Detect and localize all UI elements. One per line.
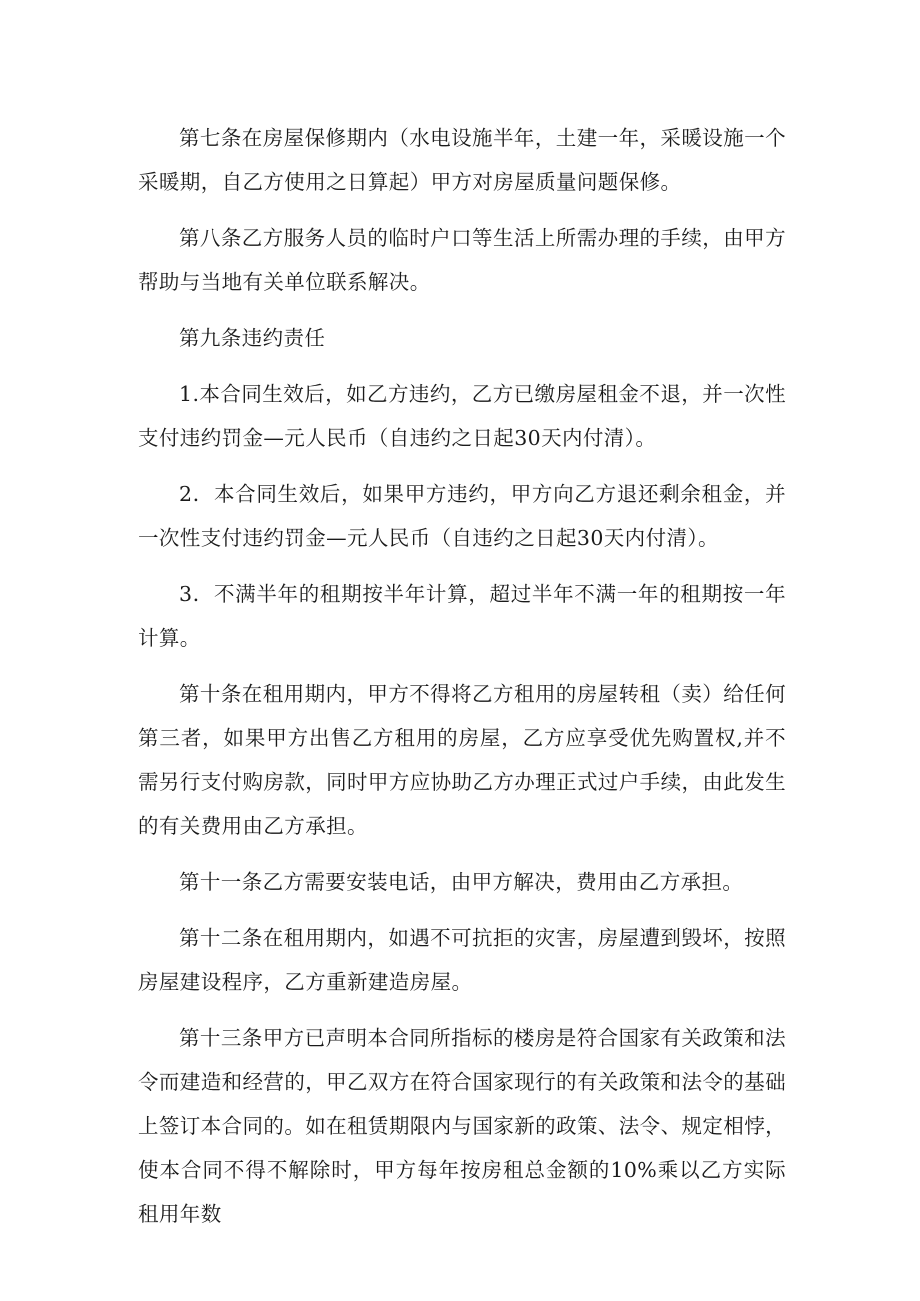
paragraph-article-9-heading: 第九条违约责任 [179,326,326,350]
paragraph-clause-3: 3．不满半年的租期按半年计算，超过半年不满一年的租期按一年计算。 [138,582,786,650]
paragraph-article-7: 第七条在房屋保修期内（水电设施半年，土建一年，采暖设施一个采暖期，自乙方使用之日算起）甲方对房屋质量问题保修。 [138,126,786,194]
paragraph-clause-2: 2．本合同生效后，如果甲方违约，甲方向乙方退还剩余租金，并一次性支付违约罚金—元人民币（自违约之日起30天内付清）。 [138,482,786,550]
paragraph-article-13: 第十三条甲方已声明本合同所指标的楼房是符合国家有关政策和法令而建造和经营的，甲乙双方在符合国家现行的有关政策和法令的基础上签订本合同的。如在租赁期限内与国家新的政策、法令、规定相悖，使本合同不得不解除时，甲方每年按房租总金额的10%乘以乙方实际租用年数 [138,1026,786,1226]
document-body [138,116,786,1248]
paragraph-article-11: 第十一条乙方需要安装电话，由甲方解决，费用由乙方承担。 [179,870,744,894]
paragraph-article-8: 第八条乙方服务人员的临时户口等生活上所需办理的手续，由甲方帮助与当地有关单位联系解决。 [138,226,786,294]
paragraph-clause-1: 1.本合同生效后，如乙方违约，乙方已缴房屋租金不退，并一次性支付违约罚金—元人民币（自违约之日起30天内付清）。 [138,382,786,450]
paragraph-article-10: 第十条在租用期内，甲方不得将乙方租用的房屋转租（卖）给任何第三者，如果甲方出售乙方租用的房屋，乙方应享受优先购置权,并不需另行支付购房款，同时甲方应协助乙方办理正式过户手续，由此发生的有关费用由乙方承担。 [138,682,786,838]
paragraph-article-12: 第十二条在租用期内，如遇不可抗拒的灾害，房屋遭到毁坏，按照房屋建设程序，乙方重新建造房屋。 [138,926,786,994]
